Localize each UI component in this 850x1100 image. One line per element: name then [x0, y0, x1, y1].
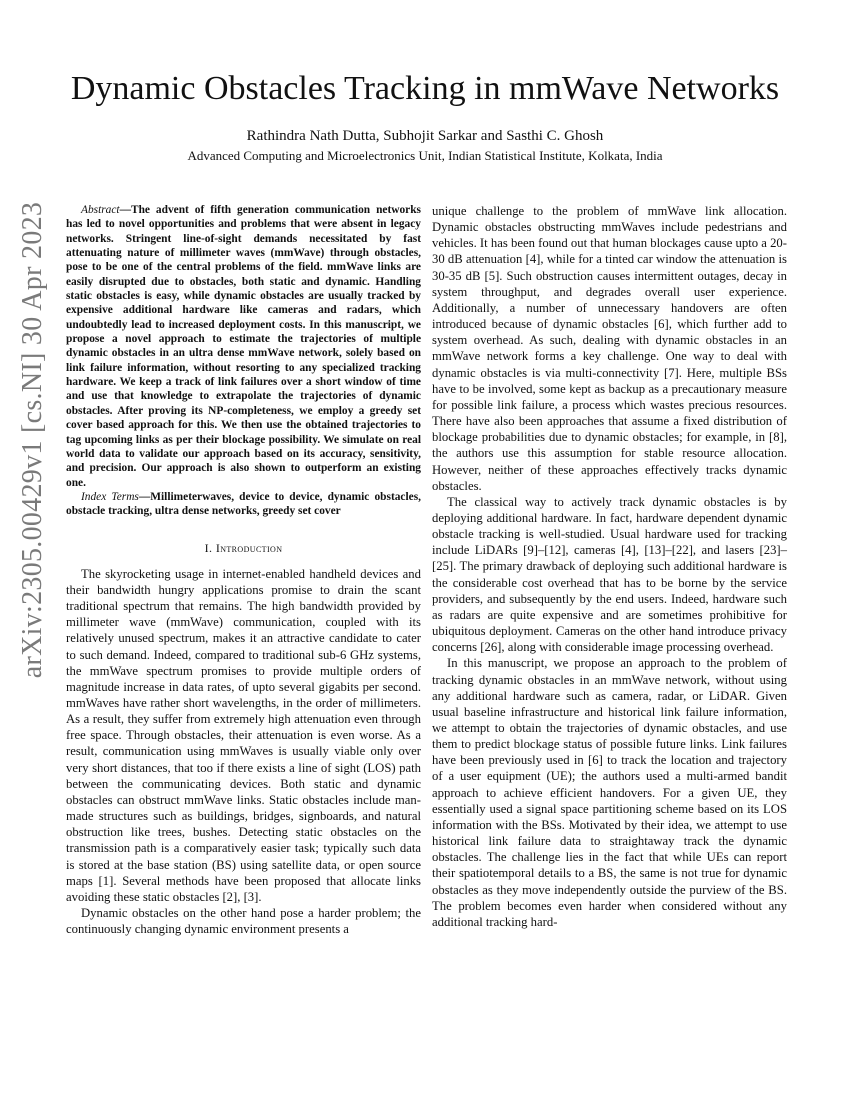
index-terms-text: —Millimeterwaves, device to device, dynamic obstacles, obstacle tracking, ultra dense networks, greedy set cover — [66, 490, 421, 518]
index-terms — [66, 490, 421, 519]
abstract — [66, 203, 421, 490]
author-list: Rathindra Nath Dutta, Subhojit Sarkar and Sasthi C. Ghosh — [246, 128, 604, 144]
abstract-label: Abstract — [81, 204, 120, 216]
right-column — [432, 203, 787, 930]
body-paragraph: The skyrocketing usage in internet-enabled handheld devices and their bandwidth hungry applications promise to drain the scant traditional spectrum that remains. The high bandwidth provided by millimeter wave (mmWave) communication, coupled with its relatively unused spectrum, makes it an attractive candidate to cater to such demand. Indeed, compared to traditional sub-6 GHz systems, the mmWave spectrum promises to provide multiple orders of magnitude increase in data rates, of upto several gigabits per second. mmWaves have rather short wavelengths, in the order of millimeters. As a result, they suffer from extremely high attenuation even through free space. Through obstacles, their attenuation is even worse. As a result, communication using mmWaves is usually viable only over very short distances, that too if there exists a line of sight (LOS) path between the communicating devices. Both static and dynamic obstacles can obstruct mmWave links. Static obstacles include man-made structures such as buildings, bridges, signboards, and natural obstruction like trees, bushes. Detecting static obstacles on the transmission path is a comparatively easier task; typically such data is stored at the base station (BS) using satellite data, or open source maps [1]. Several methods have been proposed that allocate links avoiding these static obstacles [2], [3]. — [66, 566, 421, 904]
body-paragraph: In this manuscript, we propose an approach to the problem of tracking dynamic obstacles in an mmWave network, without using any additional hardware such as camera, radar, or LiDAR. Given usual baseline infrastructure and historical link failure information, we attempt to obtain the trajectories of dynamic obstacles, and use them to predict blockage status of possible future links. Link failures have been previously used in [6] to track the location and trajectory of a user equipment (UE); the authors used a multi-armed bandit approach to achieve efficient handovers. For a given UE, they essentially used a signal space partitioning scheme based on its LOS information with the BSs. Motivated by their idea, we attempt to use historical link failure data to straightaway track the dynamic obstacles. The challenge lies in the fact that while UEs can report their spatiotemporal details to a BS, the same is not true for dynamic obstacles as they move independently outside the purview of the BS. The problem becomes even harder when considered without any additional tracking hard- — [432, 656, 787, 929]
abstract-text: —The advent of fifth generation communication networks has led to novel opportunities and problems that were absent in legacy networks. Stringent line-of-sight demands necessitated by fast attenuating nature of millimeter waves (mmWave) through obstacles, pose to be one of the central problems of the field. mmWave links are easily disrupted due to obstacles, both static and dynamic. Handling static obstacles is easy, while dynamic obstacles are usually tracked by expensive additional hardware like cameras and radars, which undoubtedly lead to increased deployment costs. In this manuscript, we propose a novel approach to estimate the trajectories of multiple dynamic obstacles in an ultra dense mmWave network, solely based on link failure information, without resorting to any specialized tracking hardware. We keep a track of link failures over a short window of time and use that knowledge to extrapolate the trajectories of dynamic obstacles. After proving its NP-completeness, we employ a greedy set cover based approach for this. We then use the obtained trajectories to tag upcoming links as per their blockage possibility. We simulate on real world data to validate our approach based on its accuracy, sensitivity, and precision. Our approach is also shown to outperform an existing one. — [66, 204, 421, 489]
section-title: Introduction — [215, 540, 283, 555]
arxiv-identifier-text: arXiv:2305.00429v1 [cs.NI] 30 Apr 2023 — [17, 201, 48, 679]
author-affiliation: Advanced Computing and Microelectronics Unit, Indian Statistical Institute, Kolkata, India — [187, 148, 663, 163]
section-heading-introduction — [66, 540, 421, 556]
body-paragraph: Dynamic obstacles on the other hand pose a harder problem; the continuously changing dynamic environment presents a — [66, 906, 421, 937]
body-paragraph: The classical way to actively track dynamic obstacles is by deploying additional hardware. In fact, hardware dependent dynamic obstacle tracking is well-studied. Usual hardware used for tracking include LiDARs [9]–[12], cameras [4], [13]–[22], and lasers [23]–[25]. The primary drawback of deploying such additional hardware is the considerable cost overhead that has to be borne by the service providers, and subsequently by the end users. Indeed, hardware such as radars are quite expensive and are sometimes prohibitive for ubiquitous deployment. Cameras on the other hand introduce privacy concerns [26], along with considerable image processing overhead. — [432, 494, 787, 655]
section-number: I. — [204, 540, 213, 555]
index-terms-label: Index Terms — [81, 490, 139, 503]
arxiv-identifier-stamp — [8, 155, 58, 725]
left-column — [66, 203, 421, 937]
body-paragraph: unique challenge to the problem of mmWave link allocation. Dynamic obstacles obstructing mmWaves include pedestrians and vehicles. It has been found out that human blockages cause upto a 20-30 dB attenuation [4], while for a tinted car window the attenuation is 30-35 dB [5]. Such obstruction causes intermittent outages, decay in system throughput, and degrades overall user experience. Additionally, a number of unnecessary handovers are often introduced because of dynamic obstacles [6], which further add to system overhead. As such, dealing with dynamic obstacles in an mmWave network forms a key challenge. One way to deal with dynamic obstacles is via multi-connectivity [7]. Here, multiple BSs have to be involved, some kept as backup as a precautionary measure for possible link failure, a process which wastes precious resources. There have also been approaches that assume a fixed distribution of blockage probabilities due to dynamic obstacles; for example, in [8], the authors use this assumption for stable resource allocation. However, neither of these approaches effectively tracks dynamic obstacles. — [432, 204, 787, 493]
paper-title: Dynamic Obstacles Tracking in mmWave Networks — [70, 70, 780, 107]
